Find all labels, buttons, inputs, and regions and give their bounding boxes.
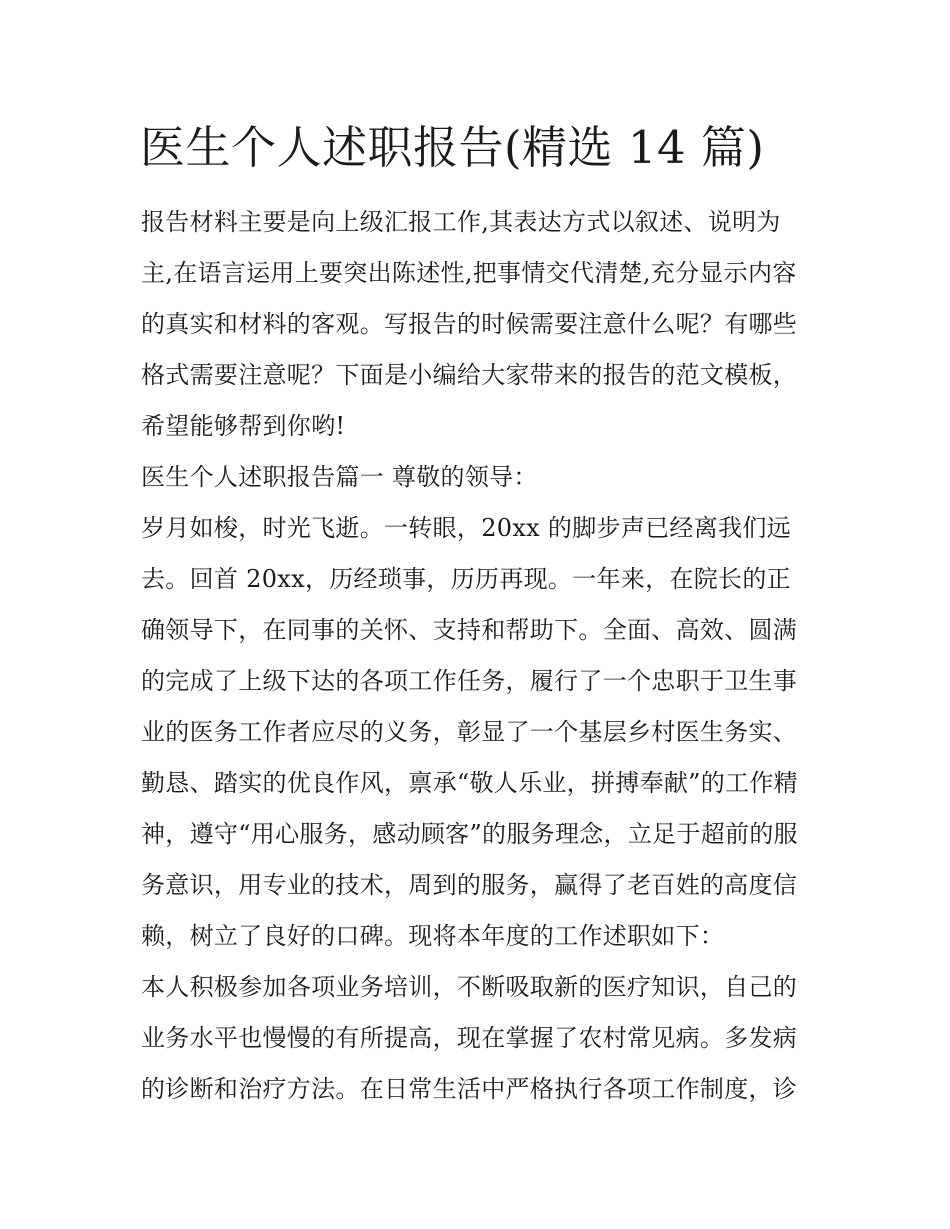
section-heading: 医生个人述职报告篇一 尊敬的领导： [141,463,538,491]
paragraph-line: 赖，树立了良好的口碑。现将本年度的工作述职如下： [141,922,725,950]
intro-line: 报告材料主要是向上级汇报工作,其表达方式以叙述、说明为 [141,208,781,236]
intro-line: 希望能够帮到你哟! [141,412,346,440]
paragraph-line: 岁月如梭，时光飞逝。一转眼，20xx 的脚步声已经离我们远 [141,514,791,542]
paragraph-line: 神，遵守“用心服务，感动顾客”的服务理念，立足于超前的服 [141,820,798,848]
paragraph-line: 务意识，用专业的技术，周到的服务，赢得了老百姓的高度信 [141,871,798,899]
paragraph-line: 的完成了上级下达的各项工作任务，履行了一个忠职于卫生事 [141,667,798,695]
intro-line: 格式需要注意呢？下面是小编给大家带来的报告的范文模板， [141,361,798,389]
paragraph-line: 业务水平也慢慢的有所提高，现在掌握了农村常见病。多发病 [141,1024,798,1052]
paragraph-line: 业的医务工作者应尽的义务，彰显了一个基层乡村医生务实、 [141,718,798,746]
intro-line: 主,在语言运用上要突出陈述性,把事情交代清楚,充分显示内容 [141,259,797,287]
paragraph-line: 勤恳、踏实的优良作风，禀承“敬人乐业，拼搏奉献”的工作精 [141,769,798,797]
document-title: 医生个人述职报告(精选 14 篇) [140,121,765,174]
paragraph-line: 的诊断和治疗方法。在日常生活中严格执行各项工作制度，诊 [141,1075,798,1103]
intro-line: 的真实和材料的客观。写报告的时候需要注意什么呢？有哪些 [141,310,798,338]
paragraph-line: 去。回首 20xx，历经琐事，历历再现。一年来，在院长的正 [141,565,791,593]
paragraph-line: 本人积极参加各项业务培训，不断吸取新的医疗知识，自己的 [141,973,798,1001]
paragraph-line: 确领导下，在同事的关怀、支持和帮助下。全面、高效、圆满 [141,616,798,644]
